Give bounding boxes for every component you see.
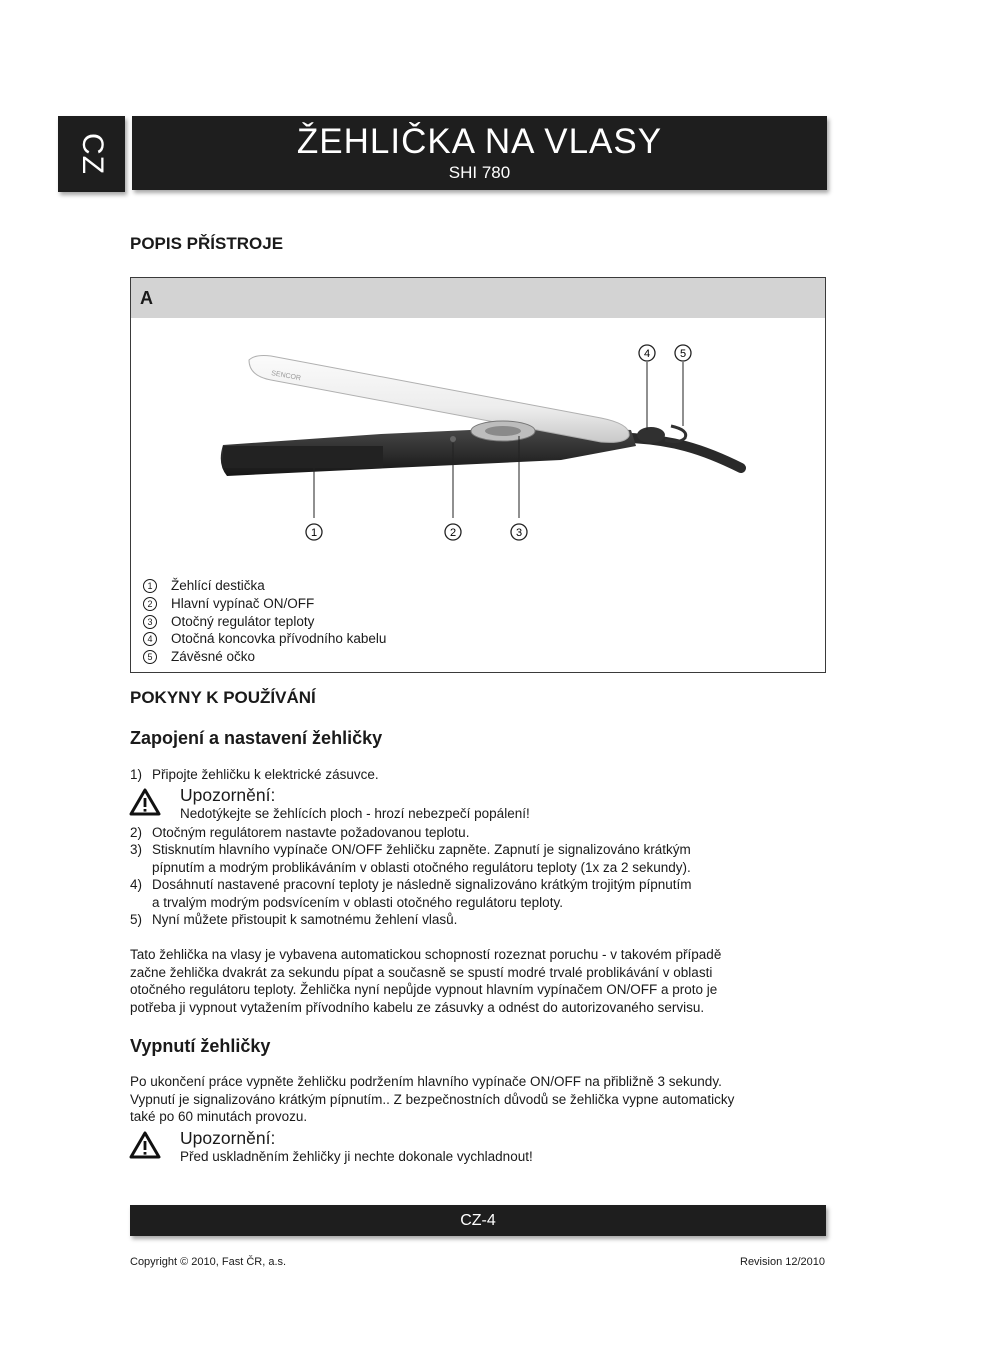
- off-paragraph: [130, 1073, 830, 1126]
- legend-number: 5: [143, 650, 157, 664]
- warning-title: Upozornění:: [180, 785, 276, 805]
- copyright: Copyright © 2010, Fast ČR, a.s.: [130, 1256, 287, 1268]
- legend-text: Otočný regulátor teploty: [171, 614, 315, 629]
- fault-paragraph: [130, 946, 830, 1016]
- warning-triangle-icon: [129, 788, 161, 816]
- callout-3: [511, 524, 527, 540]
- step-text: pípnutím a modrým problikáváním v oblasti otočného regulátoru teploty (1x za 2 sekundy).: [152, 859, 691, 875]
- figure-box: [130, 277, 826, 673]
- upper-arm: [249, 356, 629, 443]
- callout-5: [675, 345, 691, 361]
- power-switch: [450, 436, 456, 442]
- revision: Revision 12/2010: [740, 1256, 826, 1268]
- section-heading-description: POPIS PŘÍSTROJE: [130, 234, 284, 253]
- subheading-off: Vypnutí žehličky: [130, 1036, 271, 1056]
- subheading-connect: Zapojení a nastavení žehličky: [130, 728, 383, 748]
- figure-header: [131, 278, 825, 318]
- step-number: 1): [130, 767, 143, 782]
- paragraph-line: otočného regulátoru teploty. Žehlička nyní nepůjde vypnout hlavním vypínačem ON/OFF a proto je: [130, 982, 718, 998]
- legend-text: Hlavní vypínač ON/OFF: [171, 596, 315, 611]
- step-text: Nyní můžete přistoupit k samotnému žehlení vlasů.: [152, 912, 458, 927]
- legend-number: 1: [143, 579, 157, 593]
- dial-center: [485, 426, 521, 436]
- callout-1: [306, 524, 322, 540]
- legend-text: Otočná koncovka přívodního kabelu: [171, 631, 387, 646]
- page-title: ŽEHLIČKA NA VLASY: [296, 122, 663, 161]
- legend-item: [143, 648, 255, 665]
- step-text: a trvalým modrým podsvícením v oblasti otočného regulátoru teploty.: [152, 894, 563, 910]
- warning-title: Upozornění:: [180, 1128, 276, 1148]
- svg-text:4: 4: [643, 348, 651, 360]
- svg-text:1: 1: [310, 527, 318, 539]
- step-text: Dosáhnutí nastavené pracovní teploty je následně signalizováno krátkým trojitým pípnutím: [152, 877, 692, 892]
- legend-item: [143, 577, 265, 594]
- title-bar: [132, 116, 827, 190]
- paragraph-line: Vypnutí je signalizováno krátkým pípnutím.. Z bezpečnostních důvodů se žehlička vypne automaticky: [130, 1091, 735, 1107]
- svg-text:2: 2: [449, 527, 457, 539]
- warning-triangle-icon: [129, 1131, 161, 1159]
- paragraph-line: Po ukončení práce vypněte žehličku podržením hlavního vypínače ON/OFF na přibližně 3 sekundy.: [130, 1074, 722, 1089]
- legend-number: 3: [143, 615, 157, 629]
- paragraph-line: Tato žehlička na vlasy je vybavena automatickou schopností rozeznat poruchu - v takovém případě: [130, 947, 722, 962]
- warning-text: Před uskladněním žehličky ji nechte dokonale vychladnout!: [180, 1149, 533, 1164]
- step-number: 5): [130, 912, 143, 927]
- legend-item: [143, 630, 386, 647]
- step-number: 2): [130, 825, 143, 840]
- paragraph-line: také po 60 minutách provozu.: [130, 1109, 308, 1125]
- paragraph-line: začne žehlička dvakrát za sekundu pípat a současně se spustí modré trvalé problikávání v oblasti: [130, 964, 713, 980]
- step-text: Připojte žehličku k elektrické zásuvce.: [152, 767, 379, 782]
- legend-item: [143, 613, 314, 630]
- callout-4: [639, 345, 655, 361]
- callout-2: [445, 524, 461, 540]
- svg-text:3: 3: [515, 527, 523, 539]
- page-number: CZ-4: [460, 1212, 496, 1229]
- warning-text: Nedotýkejte se žehlících ploch - hrozí nebezpečí popálení!: [180, 806, 530, 821]
- footer-page-bar: [130, 1205, 826, 1236]
- section-heading-usage: POKYNY K POUŽÍVÁNÍ: [130, 688, 316, 707]
- legend-text: Závěsné očko: [171, 649, 256, 664]
- heating-plate: [223, 446, 383, 468]
- legend-item: [143, 595, 314, 612]
- step-text: Otočným regulátorem nastavte požadovanou teplotu.: [152, 825, 470, 840]
- step-text: Stisknutím hlavního vypínače ON/OFF žehličku zapněte. Zapnutí je signalizováno krátkým: [152, 842, 691, 857]
- legend-number: 4: [143, 632, 157, 646]
- svg-text:5: 5: [679, 348, 687, 360]
- figure-label: A: [140, 288, 153, 308]
- language-tab: [58, 116, 125, 192]
- brand-logo-text: SENCOR: [270, 370, 302, 383]
- paragraph-line: potřeba ji vypnout vytažením přívodního kabelu ze zásuvky a odnést do autorizovaného servisu.: [130, 999, 705, 1015]
- language-tab-label: CZ: [75, 133, 109, 175]
- step-number: 3): [130, 842, 143, 857]
- swivel-cord-end: [637, 427, 665, 443]
- legend-number: 2: [143, 597, 157, 611]
- legend-text: Žehlící destička: [171, 578, 265, 593]
- model-number: SHI 780: [448, 163, 511, 182]
- step-number: 4): [130, 877, 143, 892]
- hair-straightener-illustration: [131, 318, 825, 558]
